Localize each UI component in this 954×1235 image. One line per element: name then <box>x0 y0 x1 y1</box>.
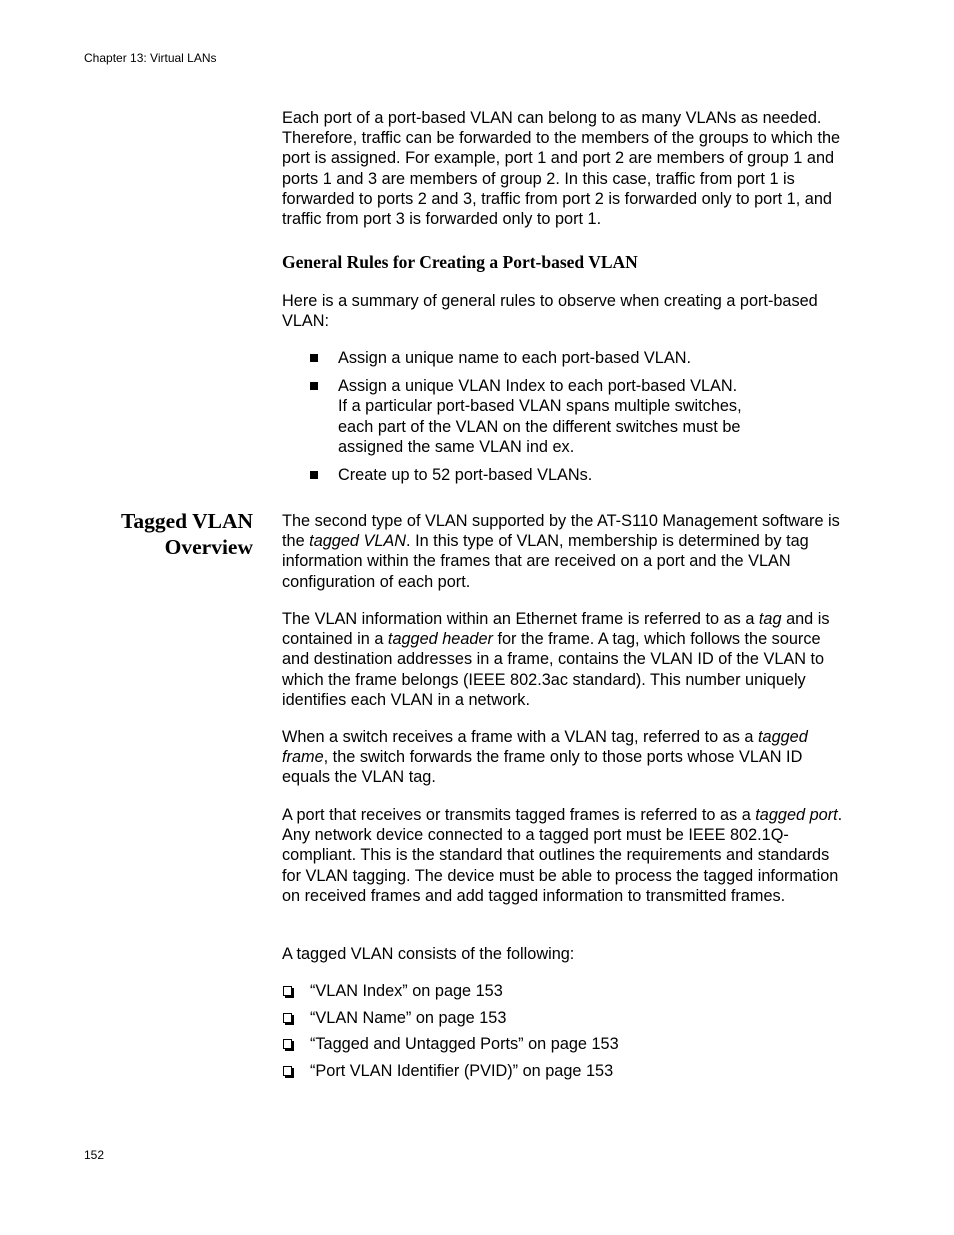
text-run: and is contained in a <box>282 610 830 649</box>
rules-intro <box>282 291 844 331</box>
text-run: The second type of VLAN supported by the AT-S110 Management software is the <box>282 512 840 551</box>
cross-reference-item[interactable] <box>282 1061 802 1088</box>
text-run: . Any network device connected to a tagged port must be IEEE 802.1Q-compliant. This is the standard that outlines the requirements and standards for VLAN tagging. The device must be able to process the tagged information on received frames and add tagged information to transmitted frames. <box>282 806 843 905</box>
text-run: A port that receives or transmits tagged frames is referred to as a <box>282 806 756 824</box>
tagged-paragraph-4 <box>282 805 844 906</box>
intro-text: Each port of a port-based VLAN can belong to as many VLANs as needed. Therefore, traffic can be forwarded to the members of the groups to which the port is assigned. For example, port 1 and port 2 are members of group 1 and ports 1 and 3 are members of group 2. In this case, traffic from port 1 is forwarded to ports 2 and 3, traffic from port 2 is forwarded only to port 1, and traffic from port 3 is forwarded only to port 1. <box>282 109 841 229</box>
emphasis: tagged VLAN <box>309 532 407 551</box>
square-bullet-icon <box>310 471 318 479</box>
section-heading-line2: Overview <box>164 535 253 559</box>
section-heading-line1: Tagged VLAN <box>120 509 253 533</box>
section-heading <box>80 508 253 560</box>
text-run: , the switch forwards the frame only to those ports whose VLAN ID equals the VLAN tag. <box>282 748 803 787</box>
list-item <box>310 465 750 485</box>
emphasis: tagged port <box>755 806 838 824</box>
checkbox-bullet-icon <box>283 1039 292 1049</box>
page-number: 152 <box>84 1148 105 1162</box>
tagged-paragraph-1 <box>282 511 844 592</box>
cross-reference-text[interactable]: “VLAN Index” on page 153 <box>310 982 503 1000</box>
list-item-text: Assign a unique VLAN Index to each port-based VLAN. If a particular port-based VLAN spans multiple switches, each part of the VLAN on the different switches must be assigned the same VLAN ind ex. <box>338 377 742 456</box>
cross-reference-text[interactable]: “VLAN Name” on page 153 <box>310 1008 507 1027</box>
tagged-paragraph-3 <box>282 727 844 788</box>
rules-list <box>310 348 750 485</box>
emphasis: tagged header <box>387 630 493 649</box>
intro-paragraph <box>282 108 844 229</box>
square-bullet-icon <box>310 382 318 390</box>
list-item-text: Assign a unique name to each port-based VLAN. <box>338 349 691 367</box>
list-item-text: Create up to 52 port-based VLANs. <box>338 466 593 485</box>
rules-intro-text: Here is a summary of general rules to observe when creating a port-based VLAN: <box>282 292 818 331</box>
cross-reference-item[interactable] <box>282 1008 802 1035</box>
square-bullet-icon <box>310 354 318 362</box>
running-head: Chapter 13: Virtual LANs <box>84 51 217 65</box>
tagged-paragraph-2 <box>282 609 844 710</box>
emphasis: tag <box>758 610 782 628</box>
text-run: When a switch receives a frame with a VLAN tag, referred to as a <box>282 728 758 746</box>
text-run: . In this type of VLAN, membership is determined by tag information within the frames that are received on a port and the VLAN configuration of each port. <box>282 532 809 591</box>
cross-reference-text[interactable]: “Tagged and Untagged Ports” on page 153 <box>310 1035 619 1053</box>
cross-reference-text[interactable]: “Port VLAN Identifier (PVID)” on page 153 <box>310 1061 614 1080</box>
checkbox-bullet-icon <box>283 1013 292 1023</box>
emphasis: tagged frame <box>282 728 808 767</box>
list-item <box>310 348 750 368</box>
cross-reference-item[interactable] <box>282 1034 802 1061</box>
text-run: The VLAN information within an Ethernet frame is referred to as a <box>282 610 759 628</box>
cross-reference-list <box>282 981 802 1087</box>
rules-heading: General Rules for Creating a Port-based VLAN <box>282 252 638 272</box>
cross-reference-item[interactable] <box>282 981 802 1008</box>
text-run: for the frame. A tag, which follows the source and destination addresses in a frame, contains the VLAN ID of the VLAN to which the frame belongs (IEEE 802.3ac standard). This number uniquely identifies each VLAN in a network. <box>282 630 825 709</box>
checkbox-bullet-icon <box>283 1066 292 1076</box>
tagged-paragraph-5 <box>282 944 844 964</box>
text-run: A tagged VLAN consists of the following: <box>282 945 575 963</box>
list-item <box>310 376 748 457</box>
checkbox-bullet-icon <box>283 986 292 996</box>
